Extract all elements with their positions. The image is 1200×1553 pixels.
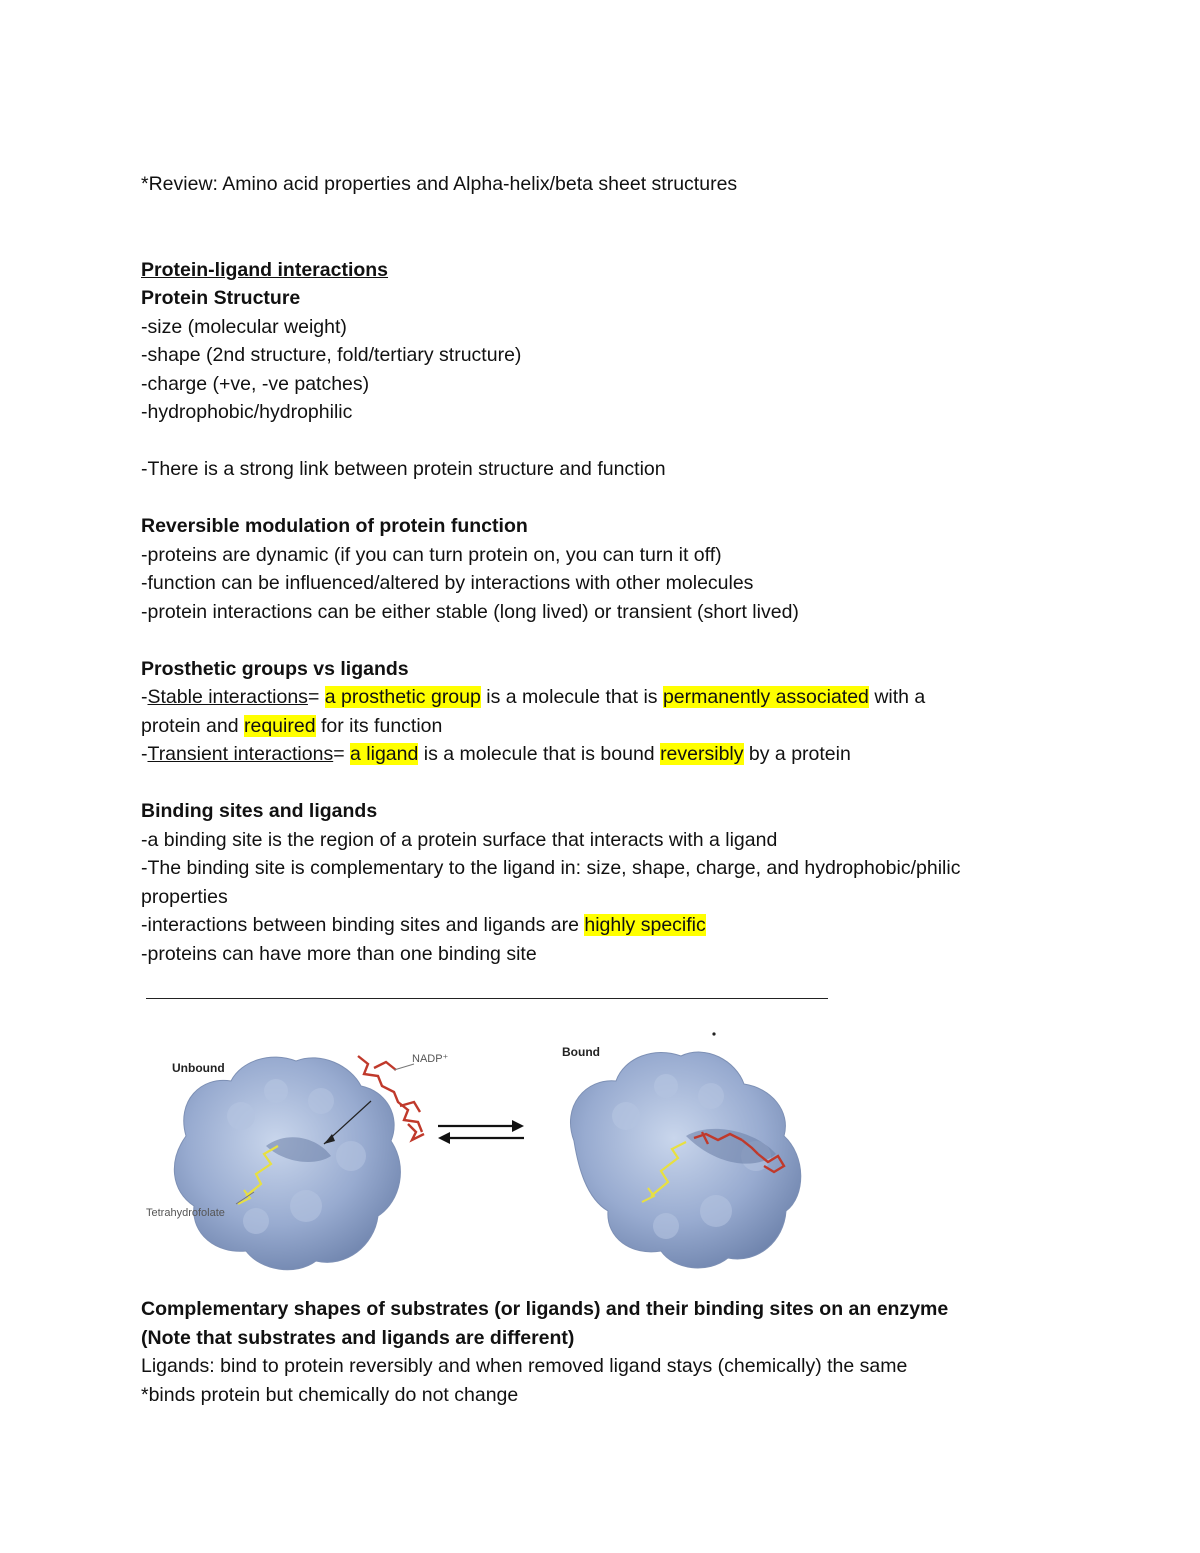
protein-ligand-figure [146,1006,836,1284]
figure-speck [712,1032,715,1035]
list-item-cont: properties [141,885,228,908]
nadph-label: NADP⁺ [412,1053,449,1065]
structure-function-note: -There is a strong link between protein structure and function [141,458,666,480]
transient-interactions-line: -Transient interactions= a ligand is a molecule that is bound reversibly by a protein [141,743,851,765]
heading-binding-sites: Binding sites and ligands [141,800,378,822]
subheading-protein-structure: Protein Structure [141,287,301,309]
highlight: permanently associated [662,686,869,708]
highlight: a prosthetic group [324,686,481,708]
term-stable-interactions: Stable interactions [147,686,308,708]
highlight: a ligand [350,743,419,765]
list-item: -protein interactions can be either stable (long lived) or transient (short lived) [141,600,799,623]
unbound-protein [174,1057,400,1270]
list-item: -size (molecular weight) [141,315,347,338]
list-item: -interactions between binding sites and ligands are highly specific [141,914,706,936]
list-item: -proteins are dynamic (if you can turn protein on, you can turn it off) [141,543,722,566]
list-item: -function can be influenced/altered by interactions with other molecules [141,572,754,594]
heading-reversible-modulation: Reversible modulation of protein function [141,515,528,537]
horizontal-divider [146,998,828,999]
heading-complementary-shapes: Complementary shapes of substrates (or ligands) and their binding sites on an enzyme [141,1298,949,1320]
list-item: -shape (2nd structure, fold/tertiary structure) [141,344,522,366]
bound-protein [570,1052,800,1268]
stable-interactions-line: -Stable interactions= a prosthetic group is a molecule that is permanently associated with a [141,686,926,708]
document-body-continued [141,1295,1101,1409]
list-item: -a binding site is the region of a protein surface that interacts with a ligand [141,828,778,851]
binding-diagram [146,1006,836,1284]
stable-interactions-line-cont: protein and required for its function [141,714,443,737]
section-title-protein-ligand: Protein-ligand interactions [141,258,389,281]
equilibrium-arrows [438,1120,524,1144]
highlight: required [244,714,316,737]
heading-substrates-note: (Note that substrates and ligands are different) [141,1326,575,1349]
list-item: -The binding site is complementary to the ligand in: size, shape, charge, and hydrophobic/philic [141,857,961,879]
ligands-definition: Ligands: bind to protein reversibly and when removed ligand stays (chemically) the same [141,1355,908,1377]
tetrahydrofolate-label: Tetrahydrofolate [146,1207,225,1219]
highlight: reversibly [660,743,744,765]
ligands-note: *binds protein but chemically do not change [141,1383,519,1406]
bound-label: Bound [562,1045,600,1059]
unbound-label: Unbound [172,1061,225,1075]
list-item: -proteins can have more than one binding site [141,942,537,965]
list-item: -hydrophobic/hydrophilic [141,401,353,423]
review-note: *Review: Amino acid properties and Alpha-helix/beta sheet structures [141,173,738,195]
term-transient-interactions: Transient interactions [147,743,334,765]
list-item: -charge (+ve, -ve patches) [141,372,370,395]
document-body [141,170,1061,968]
heading-prosthetic-groups: Prosthetic groups vs ligands [141,657,409,680]
highlight: highly specific [584,914,706,936]
